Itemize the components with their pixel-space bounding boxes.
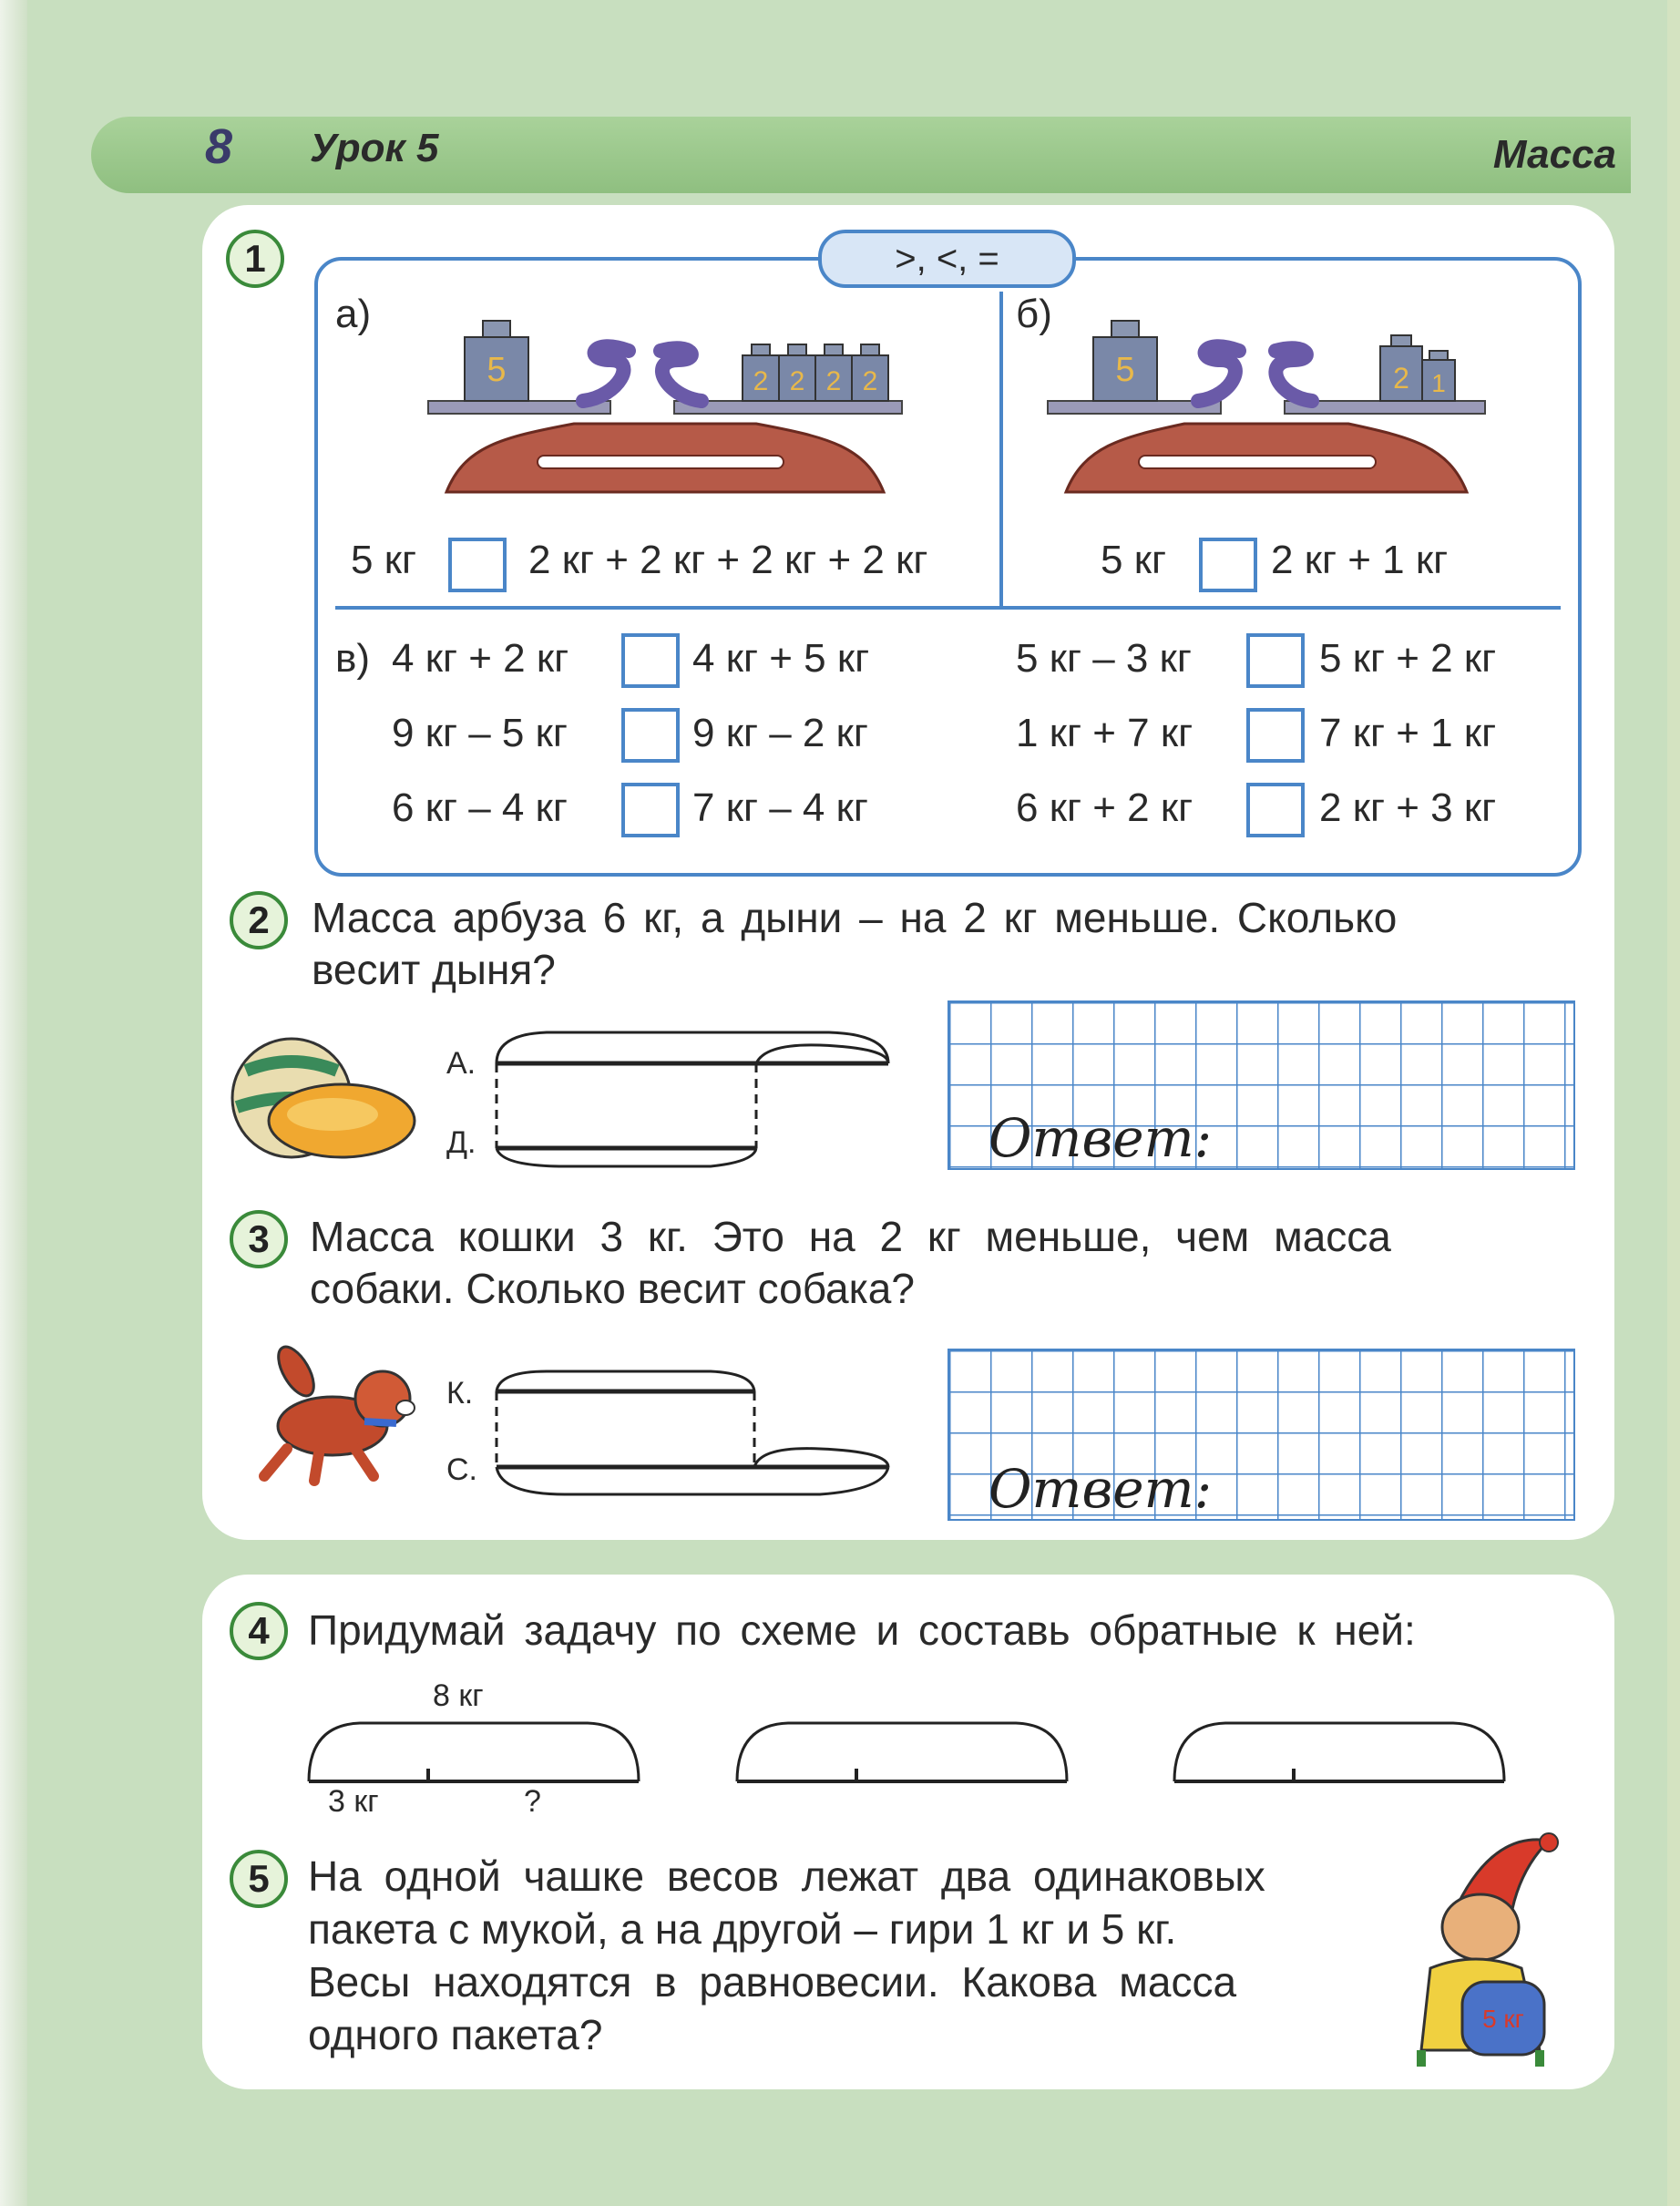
compare-box-v3-1[interactable] <box>621 783 680 837</box>
label-v: в) <box>335 636 371 681</box>
v-row1-right1: 4 кг + 5 кг <box>692 636 870 681</box>
page-edge <box>0 0 27 2206</box>
v-row1-right2: 5 кг + 2 кг <box>1319 636 1497 681</box>
v-row1-left2: 5 кг – 3 кг <box>1016 636 1192 681</box>
task-number-1: 1 <box>226 230 284 288</box>
task2-line1: Масса арбуза 6 кг, а дыни – на 2 кг меньше. Сколько <box>312 894 1398 941</box>
answer-label-2: Ответ: <box>989 1107 1213 1169</box>
v-row3-left1: 6 кг – 4 кг <box>392 785 568 830</box>
weight-a-right-4: 2 <box>862 366 878 396</box>
label-b: б) <box>1016 292 1052 336</box>
task4-scheme-3 <box>1171 1718 1508 1786</box>
expr-b-right: 2 кг + 1 кг <box>1271 538 1449 582</box>
segment-label-k: К. <box>446 1376 474 1411</box>
task4-text: Придумай задачу по схеме и составь обратные к ней: <box>308 1606 1416 1654</box>
task-number-5: 5 <box>230 1850 288 1908</box>
task-number-2: 2 <box>230 891 288 949</box>
task5-line2: пакета с мукой, а на другой – гири 1 кг и 5 кг. <box>308 1905 1177 1953</box>
task1-divider-vertical <box>999 292 1003 606</box>
weight-b-left: 5 <box>1115 351 1135 389</box>
v-row3-right1: 7 кг – 4 кг <box>692 785 868 830</box>
compare-box-v2-1[interactable] <box>621 708 680 763</box>
weight-a-right-3: 2 <box>825 366 842 396</box>
compare-box-v1-2[interactable] <box>1246 633 1305 688</box>
expr-b-left: 5 кг <box>1101 538 1166 582</box>
task2-segment-diagram <box>492 1025 893 1171</box>
dog-illustration <box>246 1349 428 1485</box>
task3-segment-diagram <box>492 1362 893 1508</box>
scheme-part1: 3 кг <box>328 1784 379 1819</box>
task4-scheme-1 <box>305 1718 642 1786</box>
task-number-3: 3 <box>230 1210 288 1268</box>
task5-line3: Весы находятся в равновесии. Какова масса <box>308 1958 1237 2006</box>
answer-label-3: Ответ: <box>989 1458 1213 1520</box>
v-row2-left1: 9 кг – 5 кг <box>392 711 568 755</box>
task1-divider-horizontal <box>335 606 1561 610</box>
v-row1-left1: 4 кг + 2 кг <box>392 636 569 681</box>
topic-title: Масса <box>1492 132 1616 177</box>
v-row2-right1: 9 кг – 2 кг <box>692 711 868 755</box>
task5-line1: На одной чашке весов лежат два одинаковых <box>308 1852 1265 1900</box>
compare-box-a[interactable] <box>448 538 507 592</box>
weight-b-right-2: 1 <box>1431 369 1446 397</box>
scale-a <box>428 310 902 492</box>
segment-label-a: А. <box>446 1046 476 1081</box>
lesson-title: Урок 5 <box>310 126 439 170</box>
weight-a-left: 5 <box>487 351 507 389</box>
page-number: 8 <box>205 119 233 174</box>
compare-box-v1-1[interactable] <box>621 633 680 688</box>
task2-line2: весит дыня? <box>312 946 556 993</box>
weight-a-right-2: 2 <box>789 366 805 396</box>
segment-label-d: Д. <box>446 1125 476 1160</box>
segment-label-s: С. <box>446 1452 477 1487</box>
task4-scheme-2 <box>733 1718 1070 1786</box>
task3-line2: собаки. Сколько весит собака? <box>310 1265 915 1312</box>
scheme-total: 8 кг <box>433 1678 484 1713</box>
expr-a-left: 5 кг <box>351 538 416 582</box>
expr-a-right: 2 кг + 2 кг + 2 кг + 2 кг <box>528 538 928 582</box>
task-number-4: 4 <box>230 1602 288 1660</box>
scale-b <box>1048 310 1485 492</box>
scheme-part2: ? <box>524 1784 541 1819</box>
compare-box-b[interactable] <box>1199 538 1257 592</box>
v-row2-right2: 7 кг + 1 кг <box>1319 711 1497 755</box>
v-row3-left2: 6 кг + 2 кг <box>1016 785 1193 830</box>
v-row2-left2: 1 кг + 7 кг <box>1016 711 1193 755</box>
jar-label: 5 кг <box>1482 2005 1524 2033</box>
weight-b-right-1: 2 <box>1393 362 1409 395</box>
v-row3-right2: 2 кг + 3 кг <box>1319 785 1497 830</box>
label-a: а) <box>335 292 372 336</box>
task3-line1: Масса кошки 3 кг. Это на 2 кг меньше, чем масса <box>310 1213 1391 1260</box>
weight-a-right-1: 2 <box>753 366 769 396</box>
compare-box-v3-2[interactable] <box>1246 783 1305 837</box>
compare-box-v2-2[interactable] <box>1246 708 1305 763</box>
gnome-illustration <box>1385 1831 1567 2068</box>
task5-line4: одного пакета? <box>308 2011 603 2058</box>
signs-pill: >, <, = <box>818 230 1076 288</box>
watermelon-melon-illustration <box>228 1034 419 1162</box>
